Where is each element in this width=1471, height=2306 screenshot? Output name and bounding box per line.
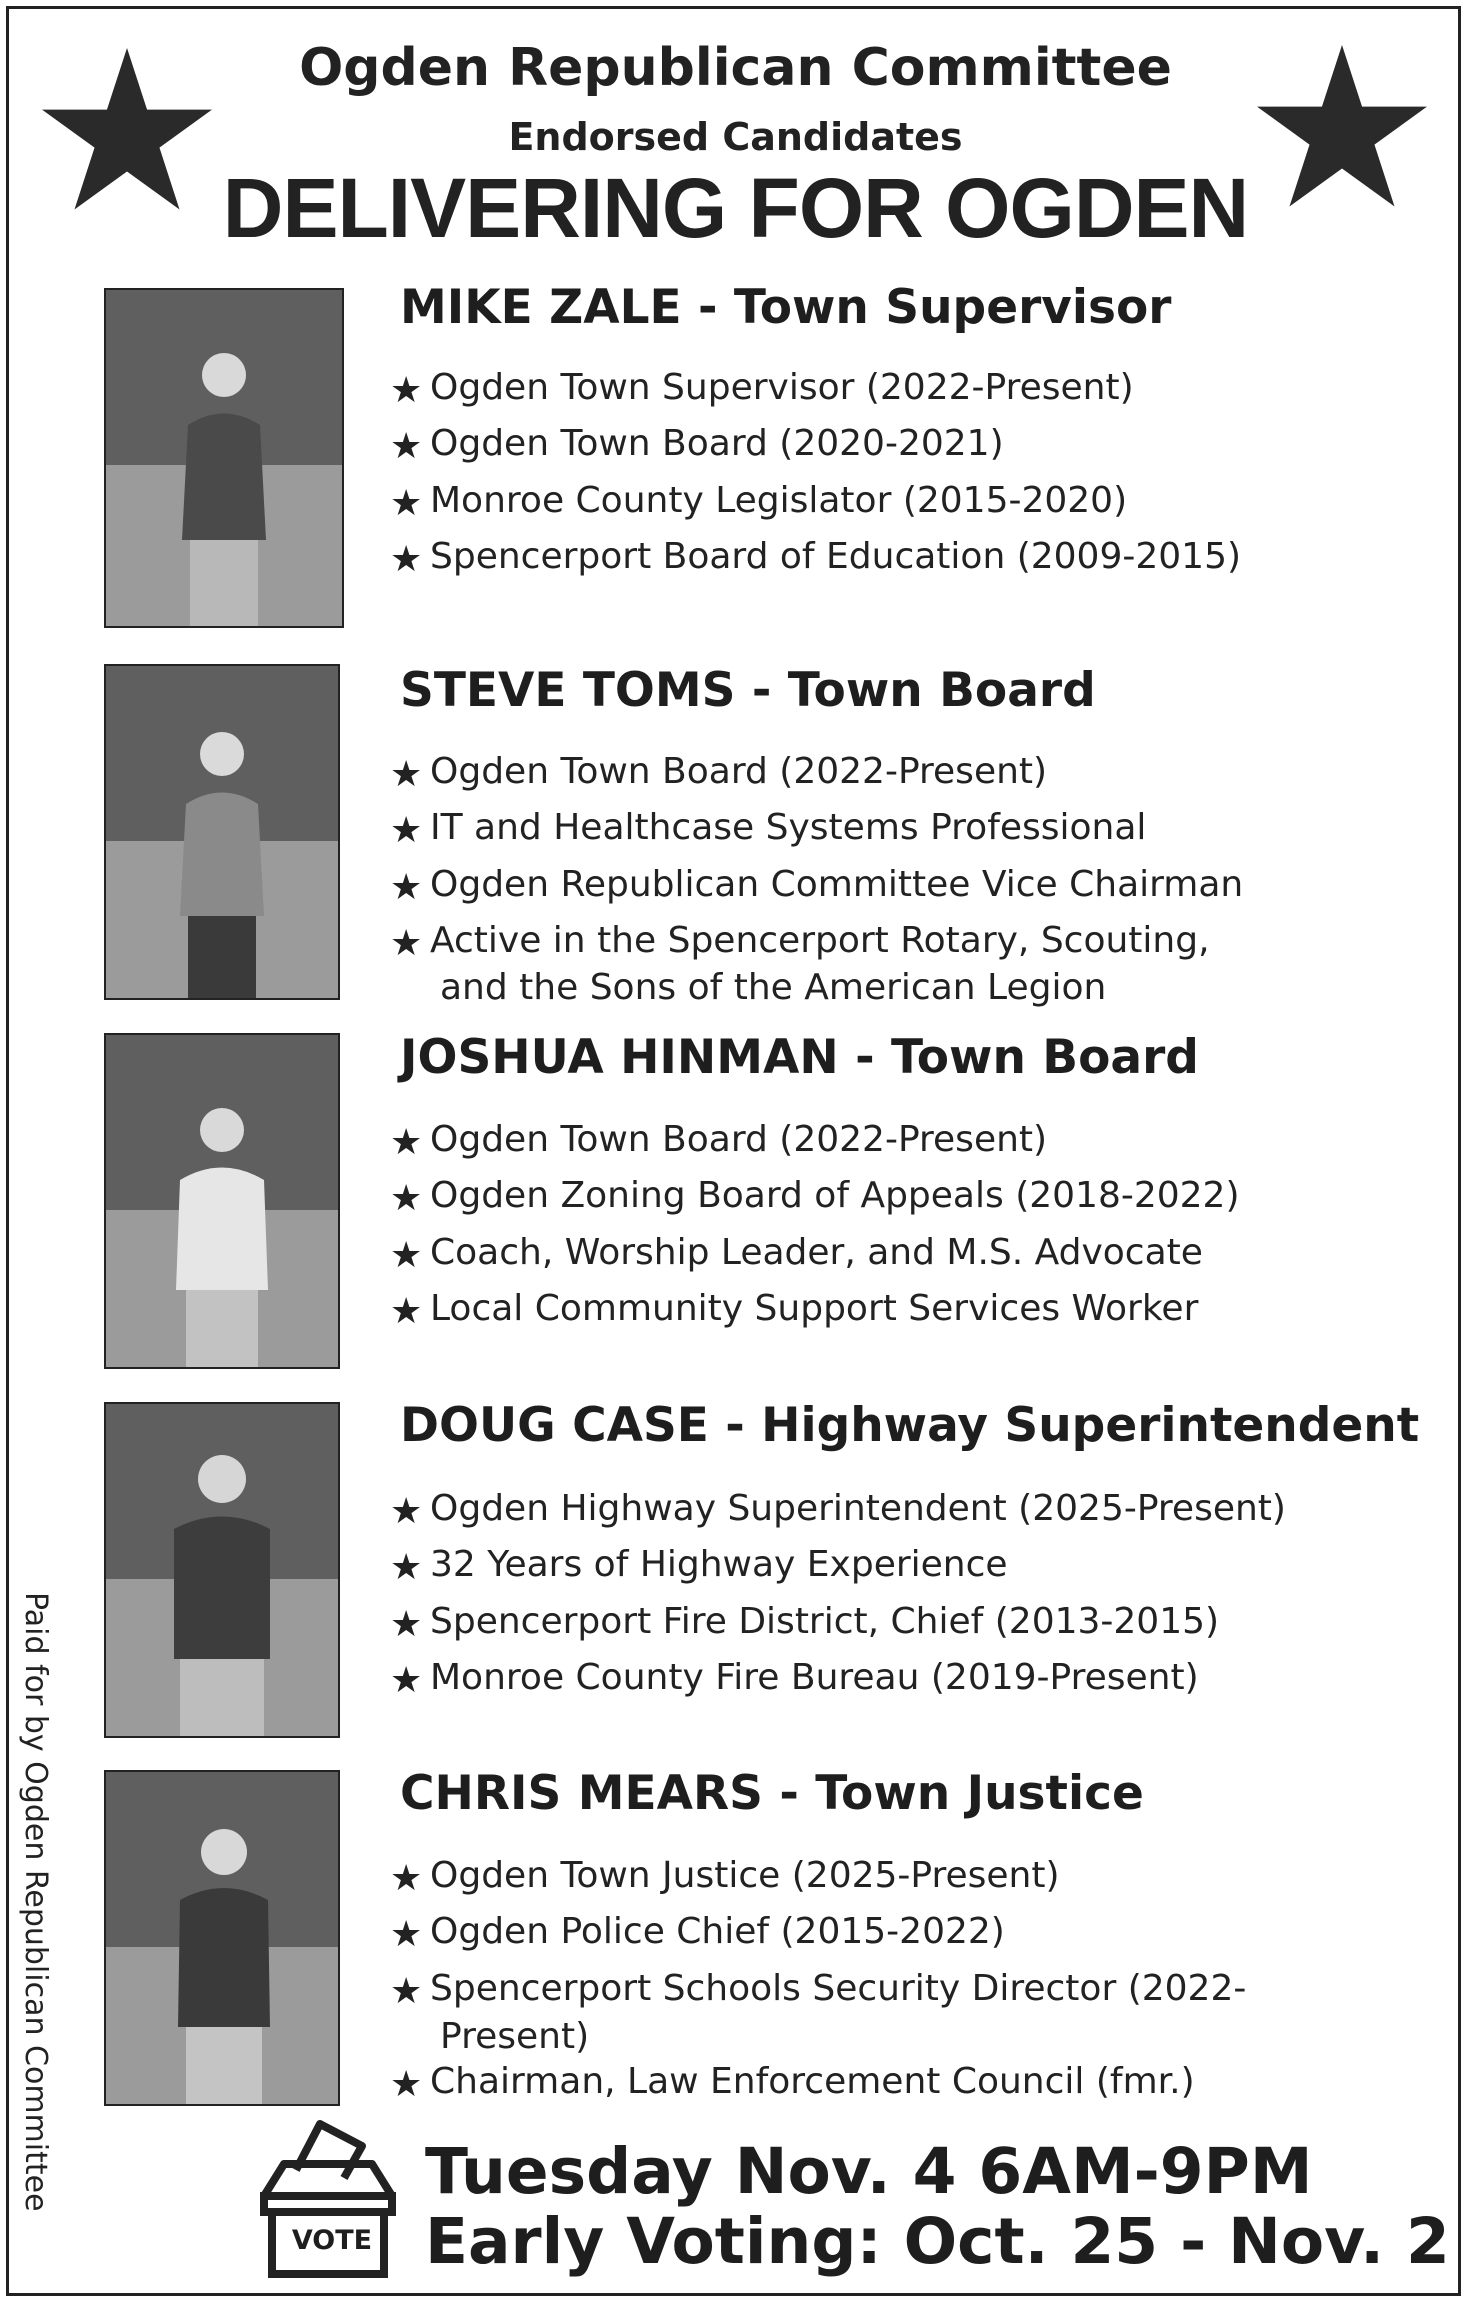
- candidate-photo: [104, 1402, 340, 1738]
- bullet-item: ★ Ogden Town Board (2020-2021): [390, 420, 1004, 471]
- election-day-text: Tuesday Nov. 4 6AM-9PM: [425, 2135, 1313, 2208]
- bullet-item: ★ Ogden Republican Committee Vice Chairman: [390, 861, 1243, 912]
- paid-for-disclaimer: Paid for by Ogden Republican Committee: [18, 1592, 53, 2212]
- bullet-item: ★ Ogden Town Justice (2025-Present): [390, 1852, 1060, 1903]
- slogan-heading: DELIVERING FOR OGDEN: [222, 161, 1249, 255]
- candidate-name: STEVE TOMS - Town Board: [400, 663, 1096, 718]
- bullet-star-icon: ★: [390, 1914, 423, 1955]
- bullet-star-icon: ★: [390, 370, 423, 411]
- bullet-item-continuation: and the Sons of the American Legion: [440, 967, 1107, 1008]
- endorsed-subtitle: Endorsed Candidates: [508, 115, 963, 159]
- bullet-star-icon: ★: [390, 867, 423, 908]
- bullet-item: ★ Ogden Town Board (2022-Present): [390, 1116, 1047, 1167]
- ballot-box-icon: [258, 2118, 398, 2282]
- bullet-item: ★ Spencerport Schools Security Director (2022-: [390, 1965, 1246, 2016]
- bullet-item: ★ Monroe County Legislator (2015-2020): [390, 477, 1127, 528]
- bullet-item: ★ Active in the Spencerport Rotary, Scouting,: [390, 917, 1210, 968]
- bullet-item: ★ Ogden Zoning Board of Appeals (2018-2022): [390, 1172, 1240, 1223]
- bullet-star-icon: ★: [390, 483, 423, 524]
- bullet-item: ★ Monroe County Fire Bureau (2019-Present): [390, 1654, 1199, 1705]
- bullet-star-icon: ★: [390, 1547, 423, 1588]
- bullet-item: ★ Ogden Town Board (2022-Present): [390, 748, 1047, 799]
- bullet-item: ★ Ogden Highway Superintendent (2025-Present): [390, 1485, 1286, 1536]
- bullet-item: ★ IT and Healthcase Systems Professional: [390, 804, 1146, 855]
- bullet-item: ★ Ogden Town Supervisor (2022-Present): [390, 364, 1134, 415]
- bullet-star-icon: ★: [390, 2064, 423, 2105]
- bullet-star-icon: ★: [390, 539, 423, 580]
- bullet-star-icon: ★: [390, 1122, 423, 1163]
- committee-title: Ogden Republican Committee: [299, 38, 1172, 98]
- vote-label: VOTE: [291, 2225, 373, 2256]
- bullet-star-icon: ★: [390, 1660, 423, 1701]
- bullet-star-icon: ★: [390, 1604, 423, 1645]
- bullet-star-icon: ★: [390, 1971, 423, 2012]
- bullet-star-icon: ★: [390, 1858, 423, 1899]
- bullet-star-icon: ★: [390, 1491, 423, 1532]
- bullet-star-icon: ★: [390, 810, 423, 851]
- bullet-star-icon: ★: [390, 1235, 423, 1276]
- bullet-item: ★ Local Community Support Services Worker: [390, 1285, 1198, 1336]
- bullet-star-icon: ★: [390, 754, 423, 795]
- bullet-star-icon: ★: [390, 426, 423, 467]
- candidate-name: JOSHUA HINMAN - Town Board: [400, 1030, 1199, 1085]
- bullet-star-icon: ★: [390, 1291, 423, 1332]
- candidate-photo: [104, 664, 340, 1000]
- bullet-item: ★ Ogden Police Chief (2015-2022): [390, 1908, 1005, 1959]
- candidate-name: DOUG CASE - Highway Superintendent: [400, 1398, 1420, 1453]
- bullet-item: ★ Chairman, Law Enforcement Council (fmr.): [390, 2058, 1195, 2109]
- bullet-item-continuation: Present): [440, 2016, 590, 2057]
- early-voting-text: Early Voting: Oct. 25 - Nov. 2: [425, 2205, 1450, 2278]
- candidate-name: CHRIS MEARS - Town Justice: [400, 1766, 1144, 1821]
- candidate-photo: [104, 1033, 340, 1369]
- candidate-photo: [104, 288, 344, 628]
- bullet-item: ★ Spencerport Board of Education (2009-2015): [390, 533, 1241, 584]
- candidate-photo: [104, 1770, 340, 2106]
- bullet-star-icon: ★: [390, 1178, 423, 1219]
- bullet-item: ★ 32 Years of Highway Experience: [390, 1541, 1008, 1592]
- bullet-star-icon: ★: [390, 923, 423, 964]
- bullet-item: ★ Spencerport Fire District, Chief (2013-2015): [390, 1598, 1219, 1649]
- candidate-name: MIKE ZALE - Town Supervisor: [400, 280, 1172, 335]
- bullet-item: ★ Coach, Worship Leader, and M.S. Advocate: [390, 1229, 1203, 1280]
